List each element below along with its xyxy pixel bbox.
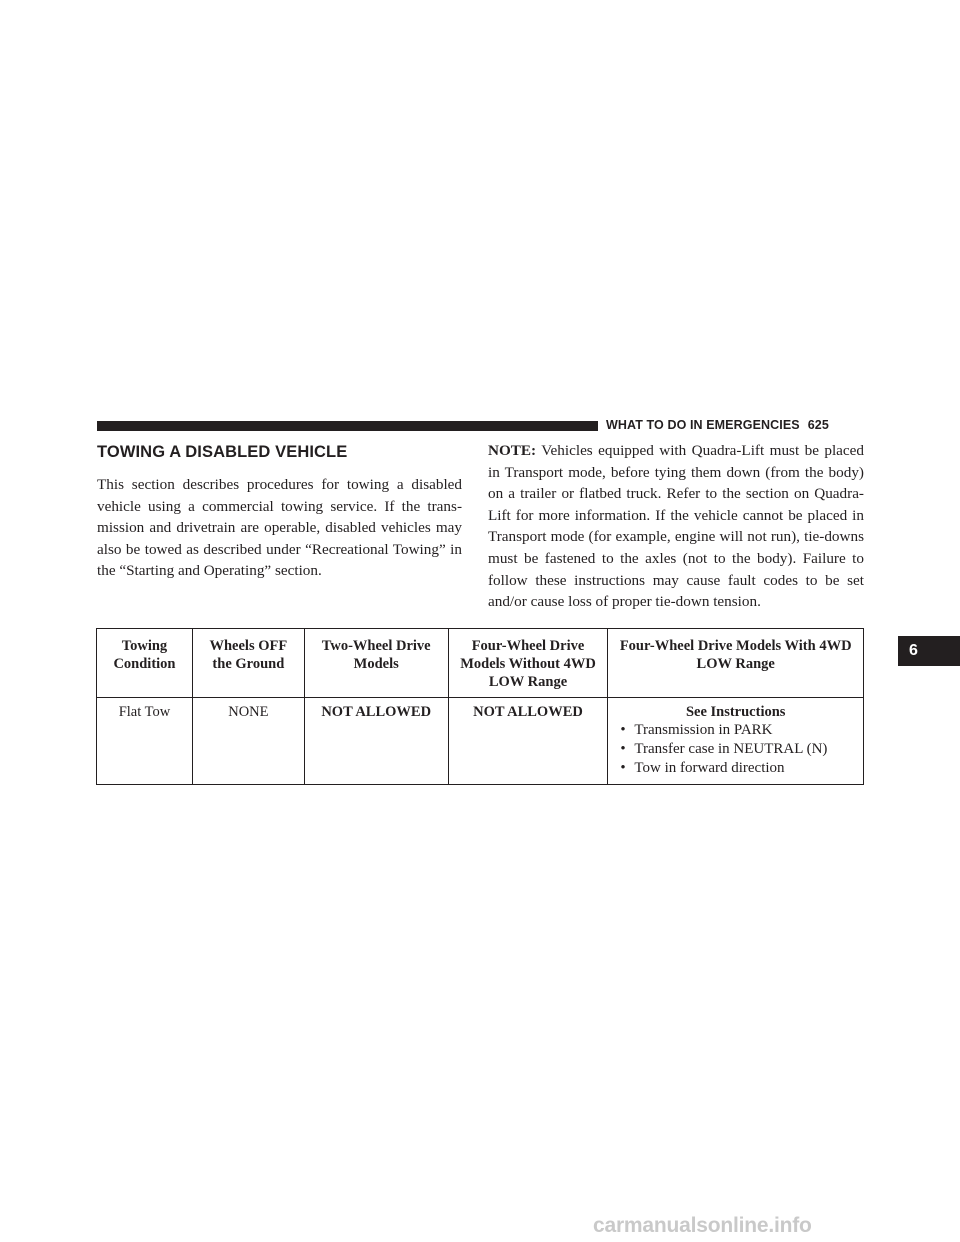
note-text: Vehicles equipped with Quadra-Lift must be placed in Transport mode, before tying them down (from the body) on a trailer or flatbed truck. Refer to the section on Quadra-Lift for more information. If the vehicle cannot be placed in Transport mode (for example, engine will not run), tie-downs must be fastened to the axles (not to the body). Failure to follow these instructions may cause fault codes to be set and/or cause loss of proper tie-down tension. [488,442,864,611]
instruction-text: Transfer case in NEUTRAL (N) [634,741,828,757]
bullet-icon: • [620,722,626,738]
list-item [614,759,857,778]
header-section-title: WHAT TO DO IN EMERGENCIES [606,418,800,432]
instruction-text: Transmission in PARK [634,722,773,738]
header-towing-condition: Towing Condition [97,629,193,698]
instructions-list [614,721,857,778]
instruction-text: Tow in forward direction [634,760,785,776]
cell-condition: Flat Tow [97,698,193,785]
cell-two-wd: NOT ALLOWED [304,698,448,785]
table-header-row [97,629,864,698]
list-item [614,721,857,740]
intro-paragraph: This section describes procedures for towing a disabled vehicle using a commercial towing service. If the transmission and drivetrain are operable, disabled vehicles may also be towed as described under “Recreational Towing” in the “Starting and Operating” section. [97,476,462,580]
table-row [97,698,864,785]
watermark: carmanualsonline.info [593,1214,812,1237]
note-paragraph [488,440,864,613]
cell-4wd-with-low [608,698,864,785]
header-rule [97,421,598,431]
page-number: 625 [807,418,829,432]
towing-table [96,628,864,785]
header-4wd-with-low: Four-Wheel Drive Models With 4WD LOW Range [608,629,864,698]
header-two-wheel-drive: Two-Wheel Drive Models [304,629,448,698]
instructions-title: See Instructions [685,704,786,720]
cell-4wd-without-low: NOT ALLOWED [448,698,608,785]
list-item [614,740,857,759]
chapter-tab: 6 [898,636,960,666]
bullet-icon: • [620,760,626,776]
bullet-icon: • [620,741,626,757]
note-label: NOTE: [488,442,537,459]
running-header [606,418,829,432]
section-title: TOWING A DISABLED VEHICLE [97,443,348,461]
cell-wheels-off: NONE [192,698,304,785]
header-wheels-off: Wheels OFF the Ground [192,629,304,698]
header-4wd-without-low: Four-Wheel Drive Models Without 4WD LOW Range [448,629,608,698]
